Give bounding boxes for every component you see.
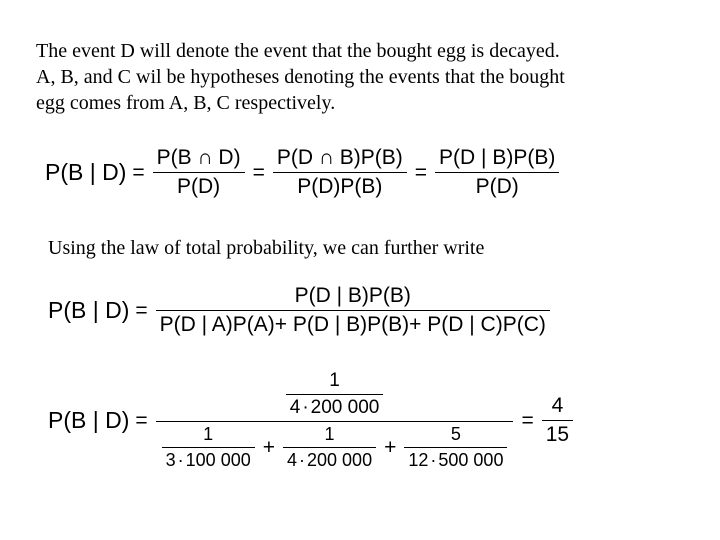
eq1-f3-denominator: P(D): [475, 175, 519, 198]
eq1-fraction-1: [153, 146, 245, 199]
eq2-denominator: P(D | A)P(A)+ P(D | B)P(B)+ P(D | C)P(C): [159, 313, 546, 336]
eq3-t1-den-b: 100 000: [185, 450, 251, 470]
numeric-equation: [48, 370, 575, 471]
eq2-fraction: [156, 284, 550, 337]
eq3-top-denominator: [286, 397, 384, 419]
fraction-bar: [435, 172, 559, 173]
eq3-t2-den-a: 4: [287, 450, 298, 470]
plus-sign: +: [384, 435, 397, 459]
eq3-lhs: P(B | D): [48, 407, 130, 433]
intro-line-2: A, B, and C wil be hypotheses denoting the events that the bought: [36, 66, 565, 88]
multiply-dot: ·: [302, 397, 309, 418]
eq3-result-numerator: 4: [551, 394, 564, 417]
intro-line-3: egg comes from A, B, C respectively.: [36, 92, 336, 114]
multiply-dot: ·: [299, 450, 306, 470]
fraction-bar: [162, 447, 255, 448]
eq3-equals-1: =: [135, 408, 148, 432]
eq1-fraction-2: [273, 146, 407, 199]
fraction-bar: [286, 394, 384, 395]
fraction-bar: [273, 172, 407, 173]
eq3-t1-denominator: [162, 450, 255, 471]
eq3-top-den-b: 200 000: [310, 397, 380, 418]
eq1-f2-denominator: P(D)P(B): [297, 175, 383, 198]
eq3-t3-denominator: [404, 450, 507, 471]
eq3-main-fraction: [156, 370, 514, 471]
fraction-bar: [283, 447, 376, 448]
fraction-bar: [404, 447, 507, 448]
eq1-f1-denominator: P(D): [177, 175, 221, 198]
fraction-bar: [542, 420, 573, 421]
multiply-dot: ·: [430, 450, 437, 470]
fraction-bar: [156, 310, 550, 311]
eq3-t2-numerator: 1: [324, 424, 335, 444]
eq3-main-numerator: [280, 370, 390, 419]
eq3-result-fraction: [542, 394, 573, 447]
fraction-bar: [153, 172, 245, 173]
eq1-f2-numerator: P(D ∩ B)P(B): [276, 146, 403, 169]
eq3-t3-numerator: 5: [450, 424, 461, 444]
multiply-dot: ·: [177, 450, 184, 470]
eq3-main-denominator: [156, 424, 514, 471]
total-probability-equation: [48, 284, 552, 337]
eq1-equals-2: =: [252, 160, 265, 184]
fraction-bar: [156, 421, 514, 422]
intro-paragraph: [36, 38, 696, 116]
eq1-lhs: P(B | D): [45, 159, 127, 185]
eq3-equals-2: =: [521, 408, 534, 432]
plus-sign: +: [262, 435, 275, 459]
eq1-fraction-3: [435, 146, 559, 199]
eq2-lhs: P(B | D): [48, 297, 130, 323]
eq1-equals-3: =: [414, 160, 428, 184]
eq3-top-numerator: 1: [329, 370, 340, 391]
eq3-t1-den-a: 3: [165, 450, 176, 470]
eq1-f1-numerator: P(B ∩ D): [156, 146, 241, 169]
eq3-t3-den-b: 500 000: [438, 450, 504, 470]
eq3-t2-den-b: 200 000: [307, 450, 373, 470]
eq3-t1-numerator: 1: [203, 424, 214, 444]
eq2-numerator: P(D | B)P(B): [294, 284, 411, 307]
eq3-term-3: [404, 424, 507, 471]
eq3-result-denominator: 15: [545, 423, 570, 446]
eq3-t2-denominator: [283, 450, 376, 471]
bayes-equation: [45, 146, 561, 199]
eq1-equals-1: =: [132, 160, 145, 184]
eq3-term-1: [162, 424, 255, 471]
total-probability-text: Using the law of total probability, we can further write: [48, 237, 485, 259]
eq1-f3-numerator: P(D | B)P(B): [439, 146, 556, 169]
intro-line-1: The event D will denote the event that the bought egg is decayed.: [36, 40, 560, 62]
eq3-top-den-a: 4: [289, 397, 301, 418]
eq3-top-fraction: [286, 370, 384, 419]
eq3-term-2: [283, 424, 376, 471]
eq2-equals: =: [135, 298, 148, 322]
eq3-t3-den-a: 12: [408, 450, 429, 470]
